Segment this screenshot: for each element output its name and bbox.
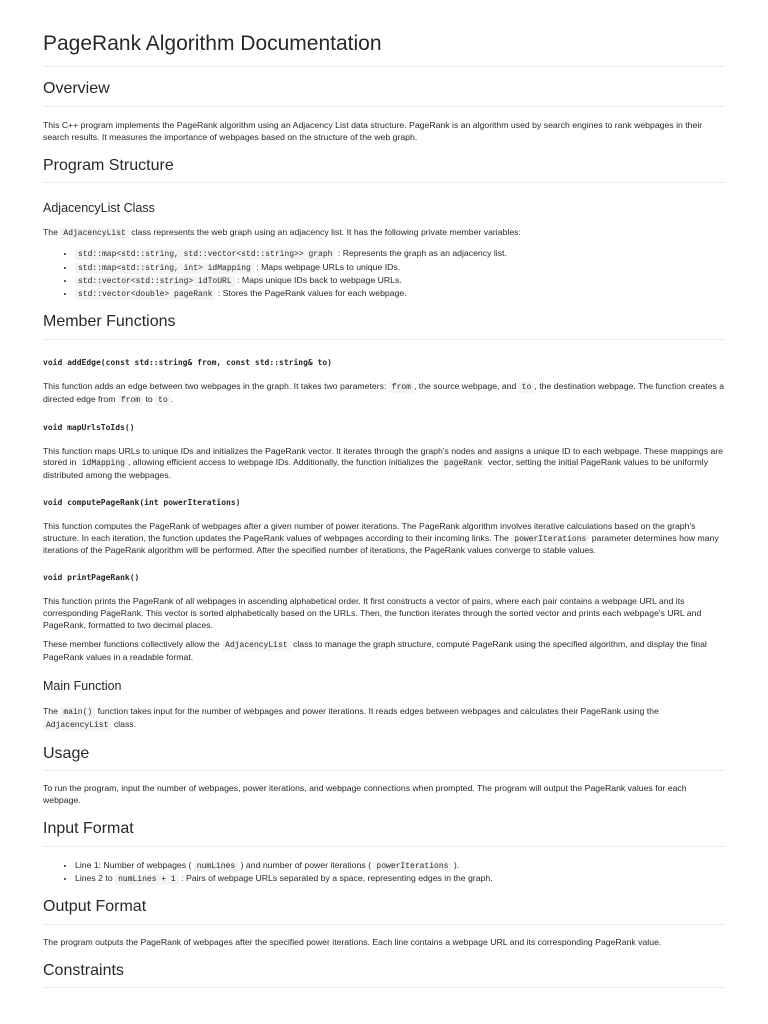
class-intro: The AdjacencyList class represents the web graph using an adjacency list. It has the following private member variables: [43,226,521,238]
function-signature-mapurlstoids: void mapUrlsToIds() [43,422,135,432]
page-title: PageRank Algorithm Documentation [43,30,725,67]
usage-heading: Usage [43,744,725,772]
constraints-heading: Constraints [43,961,725,989]
function-signature-computepagerank: void computePageRank(int powerIterations) [43,497,241,507]
overview-text: This C++ program implements the PageRank algorithm using an Adjacency List data structure. PageRank is an algorithm used by search engines to rank webpages in their search results. It measures the importance of webpages based on the structure of the web graph. [43,120,703,142]
list-item: • Line 1: Number of webpages ( numLines ) and number of power iterations ( powerIterations ). [75,859,725,872]
member-functions-heading: Member Functions [43,312,725,340]
output-format-text: The program outputs the PageRank of webpages after the specified power iterations. Each line contains a webpage URL and its corresponding PageRank value. [43,936,662,947]
member-variables-list [43,247,725,300]
addedge-description: This function adds an edge between two webpages in the graph. It takes two parameters: from , the source webpage, and to , the destination webpage. The function creates a directed edge from from to to . [43,380,725,405]
usage-text: To run the program, input the number of webpages, power iterations, and webpage connections when prompted. The program will output the PageRank values for each webpage. [43,783,687,806]
mapurlstoids-description: This function maps URLs to unique IDs and initializes the PageRank vector. It iterates through the graph's nodes and assigns a unique ID to each webpage. These mappings are stored in idMapping , allowing efficient access to webpage IDs. Additionally, the function initializes the pageRank vector, setting the initial PageRank values to be uniformly distributed among the webpages. [43,445,724,481]
overview-heading: Overview [43,79,725,107]
function-signature-printpagerank: void printPageRank() [43,573,140,583]
input-format-list [43,859,725,885]
list-item: • Lines 2 to numLines + 1 : Pairs of webpage URLs separated by a space, representing edges in the graph. [75,872,725,885]
list-item: • std::map<std::string, int> idMapping : Maps webpage URLs to unique IDs. [75,261,725,274]
list-item: • std::map<std::string, std::vector<std::string>> graph : Represents the graph as an adjacency list. [75,247,725,260]
main-function-heading: Main Function [43,678,122,693]
program-structure-heading: Program Structure [43,156,725,184]
inline-code: AdjacencyList [60,228,128,239]
output-format-heading: Output Format [43,897,725,925]
input-format-heading: Input Format [43,819,725,847]
function-signature-addedge: void addEdge(const std::string& from, const std::string& to) [43,357,332,367]
main-function-description: The main() function takes input for the number of webpages and power iterations. It reads edges between webpages and calculates their PageRank using the AdjacencyList class. [43,706,659,730]
member-functions-summary: These member functions collectively allow the AdjacencyList class to manage the graph structure, compute PageRank using the specified algorithm, and display the final PageRank values in a readable format. [43,639,707,663]
list-item: • std::vector<double> pageRank : Stores the PageRank values for each webpage. [75,287,725,300]
list-item: • std::vector<std::string> idToURL : Maps unique IDs back to webpage URLs. [75,274,725,287]
printpagerank-description: This function prints the PageRank of all webpages in ascending alphabetical order. It first constructs a vector of pairs, where each pair contains a webpage URL and its corresponding PageRank. This vector is sorted alphabetically based on the URLs. Then, the function iterates through the sorted vector and prints each webpage's URL and PageRank, formatted to two decimal places. [43,596,702,630]
computepagerank-description: This function computes the PageRank of webpages after a given number of power iterations. The PageRank algorithm involves iterative calculations based on the graph's structure. In each iteration, the function updates the PageRank values of webpages according to their incoming links. The powerIterations parameter determines how many iterations of the PageRank algorithm will be performed. After the specified number of iterations, the PageRank values converge to stable values. [43,520,719,556]
adjacencylist-class-heading: AdjacencyList Class [43,201,155,216]
